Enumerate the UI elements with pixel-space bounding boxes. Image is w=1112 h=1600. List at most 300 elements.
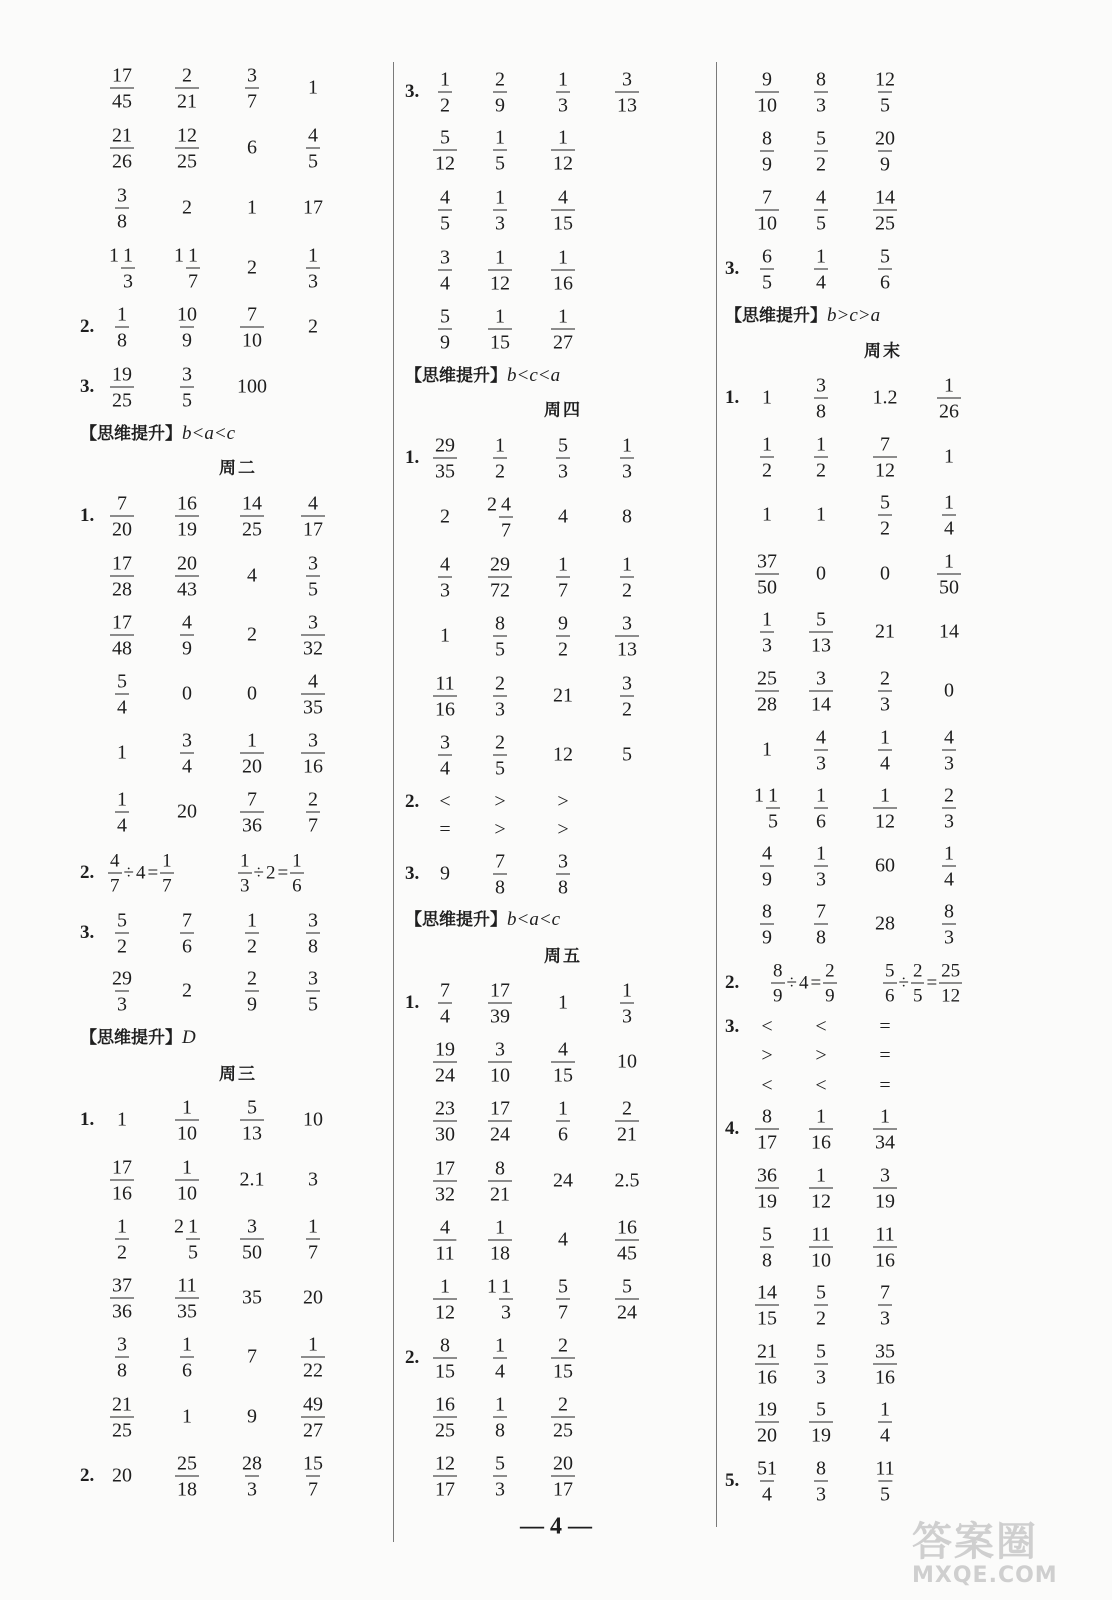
denominator: 50 xyxy=(240,1239,264,1263)
answer-cell xyxy=(115,304,129,351)
numerator: 3 xyxy=(308,967,318,990)
answer-cell xyxy=(755,1282,779,1329)
numerator: 29 xyxy=(112,967,132,990)
answer-value: 1 xyxy=(247,196,257,219)
denominator: 10 xyxy=(488,1062,512,1086)
numerator: 1 xyxy=(247,909,257,932)
fraction xyxy=(180,365,194,411)
numerator: 1 xyxy=(880,1398,890,1421)
answer-value xyxy=(942,901,956,948)
fraction xyxy=(493,614,507,660)
numerator: 1 xyxy=(188,1215,198,1238)
numerator: 37 xyxy=(112,1274,132,1297)
answer-value: < xyxy=(761,1074,773,1097)
fraction xyxy=(556,555,570,601)
fraction xyxy=(488,1040,512,1086)
answer-cell xyxy=(175,493,199,540)
numerator: 5 xyxy=(762,1223,772,1246)
numerator: 2 xyxy=(308,788,318,811)
numerator: 1 xyxy=(188,244,198,267)
answer-cell xyxy=(878,668,892,715)
numerator: 51 xyxy=(757,1457,777,1480)
fraction xyxy=(110,66,134,112)
answer-value xyxy=(814,434,828,481)
denominator: 5 xyxy=(186,1239,200,1263)
answer-value xyxy=(937,551,961,598)
answer-value xyxy=(493,127,507,174)
answer-value xyxy=(755,1341,779,1388)
answer-cell xyxy=(175,1275,199,1322)
answer-value xyxy=(814,69,828,116)
denominator: 5 xyxy=(760,269,774,293)
fraction xyxy=(290,852,304,896)
denominator: 9 xyxy=(180,635,194,659)
answer-value xyxy=(620,980,634,1027)
answer-cell xyxy=(110,553,134,600)
answer-value xyxy=(433,1276,457,1323)
question-number: 2. xyxy=(80,1465,95,1486)
answer-value xyxy=(873,785,897,832)
numerator: 3 xyxy=(308,729,318,752)
operator: ÷ xyxy=(123,862,134,883)
fraction xyxy=(175,554,199,600)
question-number: 1. xyxy=(405,447,420,468)
denominator: 16 xyxy=(110,1180,134,1204)
answer-cell xyxy=(760,609,774,656)
answer-value xyxy=(873,1458,896,1505)
answer-value: = xyxy=(439,818,451,841)
answer-cell xyxy=(942,901,956,948)
answer-cell xyxy=(488,1098,512,1145)
numerator: 3 xyxy=(816,374,826,397)
denominator: 3 xyxy=(814,866,828,890)
answer-cell xyxy=(617,1051,637,1074)
fraction xyxy=(180,613,194,659)
section-tag: 【思维提升】 xyxy=(80,1028,182,1048)
fraction xyxy=(556,1099,570,1145)
fraction xyxy=(301,1395,325,1441)
fraction xyxy=(556,614,570,660)
answer-value xyxy=(240,1216,264,1263)
answer-cell xyxy=(301,1334,325,1381)
answer-value xyxy=(755,1106,779,1153)
answer-value: 35 xyxy=(242,1286,262,1309)
answer-cell xyxy=(873,785,897,832)
answer-cell xyxy=(433,1394,457,1441)
answer-value xyxy=(493,673,507,720)
answer-cell xyxy=(878,246,892,293)
fraction xyxy=(433,1099,457,1145)
numerator: 1 xyxy=(117,788,127,811)
answer-value xyxy=(175,1157,199,1204)
numerator: 15 xyxy=(303,1452,323,1475)
answer-cell xyxy=(301,493,325,540)
answer-cell xyxy=(622,506,632,529)
answer-value: 0 xyxy=(880,562,890,585)
answer-value xyxy=(433,1453,457,1500)
answer-value xyxy=(301,1394,325,1441)
denominator: 7 xyxy=(108,873,122,896)
answer-value xyxy=(615,69,639,116)
denominator: 3 xyxy=(238,873,252,896)
answer-value xyxy=(115,1334,129,1381)
answer-cell xyxy=(878,727,892,774)
numerator: 3 xyxy=(558,850,568,873)
denominator: 14 xyxy=(809,691,833,715)
denominator: 8 xyxy=(306,933,320,957)
numerator: 4 xyxy=(110,850,120,872)
denominator: 3 xyxy=(942,924,956,948)
answer-value xyxy=(438,247,452,294)
numerator: 37 xyxy=(757,550,777,573)
fraction xyxy=(878,247,892,293)
fraction xyxy=(551,128,575,174)
column-divider xyxy=(716,62,717,1527)
denominator: 8 xyxy=(814,398,828,422)
denominator: 3 xyxy=(121,268,135,292)
answer-value: 0 xyxy=(182,682,192,705)
numerator: 1 xyxy=(495,434,505,457)
answer-cell xyxy=(433,1039,457,1086)
answer-value xyxy=(433,1335,457,1382)
denominator: 6 xyxy=(883,983,897,1006)
numerator: 8 xyxy=(816,68,826,91)
numerator: 1 xyxy=(240,850,250,872)
numerator: 36 xyxy=(757,1164,777,1187)
fraction xyxy=(433,1159,457,1205)
fraction xyxy=(873,435,897,481)
numerator: 4 xyxy=(439,1216,450,1239)
fraction xyxy=(771,962,785,1006)
answer-cell xyxy=(110,1275,134,1322)
answer-cell xyxy=(306,910,320,957)
denominator: 5 xyxy=(493,636,507,660)
answer-value xyxy=(551,1453,575,1500)
answer-cell xyxy=(755,1106,779,1153)
answer-cell xyxy=(760,843,774,890)
numerator: 6 xyxy=(762,245,772,268)
fraction xyxy=(755,188,779,234)
numerator: 3 xyxy=(440,246,450,269)
numerator: 3 xyxy=(622,672,632,695)
answer-cell xyxy=(761,1045,772,1068)
numerator: 4 xyxy=(182,611,192,634)
answer-value xyxy=(814,843,828,890)
fraction xyxy=(110,554,134,600)
denominator: 24 xyxy=(433,1062,457,1086)
answer-cell xyxy=(493,69,507,116)
answer-value xyxy=(180,612,194,659)
answer-cell xyxy=(438,69,452,116)
fraction xyxy=(814,129,828,175)
answer-cell xyxy=(814,727,828,774)
denominator: 3 xyxy=(814,750,828,774)
denominator: 8 xyxy=(493,874,507,898)
answer-cell xyxy=(308,77,318,100)
answer-value xyxy=(433,1217,456,1264)
numerator: 1 xyxy=(558,305,568,328)
answer-cell xyxy=(556,554,570,601)
numerator: 19 xyxy=(435,1038,455,1061)
numerator: 3 xyxy=(308,552,318,575)
answer-cell xyxy=(761,1016,772,1039)
numerator: 5 xyxy=(880,245,890,268)
numerator: 8 xyxy=(762,127,772,150)
numerator: 5 xyxy=(880,491,890,514)
fraction xyxy=(883,962,897,1006)
answer-value xyxy=(942,843,956,890)
denominator: 9 xyxy=(180,327,194,351)
answer-value xyxy=(760,843,774,890)
numerator: 1 xyxy=(816,1105,826,1128)
answer-cell xyxy=(620,980,634,1027)
numerator: 1 xyxy=(440,68,450,91)
answer-value xyxy=(556,69,570,116)
denominator: 6 xyxy=(878,269,892,293)
page-number: — 4 — xyxy=(520,1513,592,1540)
denominator: 25 xyxy=(240,516,264,540)
answer-value xyxy=(488,1039,512,1086)
denominator: 7 xyxy=(245,88,259,112)
answer-cell xyxy=(760,246,774,293)
fraction xyxy=(110,1395,134,1441)
fraction xyxy=(115,672,129,718)
numerator: 1 xyxy=(762,608,772,631)
denominator: 10 xyxy=(175,1120,199,1144)
denominator: 4 xyxy=(493,1358,507,1382)
fraction xyxy=(438,70,452,116)
numerator: 1 xyxy=(558,1097,568,1120)
denominator: 13 xyxy=(809,632,833,656)
answer-cell xyxy=(875,855,895,878)
answer-value xyxy=(620,673,634,720)
answer-value xyxy=(433,1039,457,1086)
denominator: 4 xyxy=(438,1003,452,1027)
denominator: 3 xyxy=(245,1476,259,1500)
fraction xyxy=(180,731,194,777)
answer-value: 4 xyxy=(558,505,568,528)
fraction xyxy=(115,305,129,351)
denominator: 4 xyxy=(942,515,956,539)
operator: = xyxy=(810,972,822,993)
denominator: 25 xyxy=(110,387,134,411)
fraction xyxy=(814,1459,828,1505)
fraction xyxy=(620,981,634,1027)
fraction xyxy=(493,852,507,898)
fraction xyxy=(551,1040,575,1086)
answer-value xyxy=(942,492,956,539)
numerator: 7 xyxy=(247,303,257,326)
numerator: 4 xyxy=(440,553,450,576)
denominator: 10 xyxy=(809,1247,833,1271)
answer-value xyxy=(814,1458,828,1505)
answer-cell xyxy=(615,69,639,116)
answer-cell xyxy=(117,742,127,765)
answer-value xyxy=(245,910,259,957)
answer-cell xyxy=(942,785,956,832)
answer-cell xyxy=(247,1406,257,1429)
numerator: 16 xyxy=(177,492,197,515)
numerator: 4 xyxy=(944,726,954,749)
answer-cell xyxy=(115,789,129,836)
numerator: 14 xyxy=(757,1281,777,1304)
fraction xyxy=(814,1283,828,1329)
denominator: 4 xyxy=(942,866,956,890)
answer-value: > xyxy=(494,818,506,841)
question-number: 3. xyxy=(725,1016,740,1037)
fraction xyxy=(110,969,134,1015)
answer-value xyxy=(180,1334,194,1381)
fraction xyxy=(433,1395,457,1441)
answer-cell xyxy=(762,387,772,410)
mixed-whole: 2 xyxy=(487,493,497,516)
fraction xyxy=(433,674,457,720)
answer-value xyxy=(240,1453,264,1500)
answer-value: 1 xyxy=(117,1108,127,1131)
denominator: 21 xyxy=(615,1121,639,1145)
answer-cell xyxy=(438,247,452,294)
numerator: 35 xyxy=(875,1340,895,1363)
denominator: 4 xyxy=(115,694,129,718)
answer-value xyxy=(115,671,129,718)
fraction xyxy=(115,790,129,836)
fraction xyxy=(488,1218,512,1264)
denominator: 9 xyxy=(771,983,785,1006)
numerator: 21 xyxy=(112,1393,132,1416)
week-heading: 周四 xyxy=(544,400,582,421)
numerator: 1 xyxy=(495,246,505,269)
answer-value: 1 xyxy=(944,445,954,468)
answer-cell xyxy=(556,613,570,660)
numerator: 1 xyxy=(495,1334,505,1357)
answer-value xyxy=(175,125,199,172)
numerator: 1 xyxy=(944,842,954,865)
denominator: 36 xyxy=(240,812,264,836)
answer-value xyxy=(942,785,956,832)
numerator: 1 xyxy=(944,491,954,514)
answer-cell xyxy=(493,732,507,779)
answer-cell xyxy=(814,69,828,116)
numerator: 3 xyxy=(495,1038,505,1061)
answer-value xyxy=(438,980,452,1027)
answer-value xyxy=(240,304,264,351)
answer-value xyxy=(433,435,457,482)
answer-cell xyxy=(556,851,570,898)
answer-value: 2.5 xyxy=(614,1169,640,1192)
fraction xyxy=(620,674,634,720)
fraction xyxy=(186,1217,200,1263)
answer-cell xyxy=(487,494,513,541)
answer-value xyxy=(488,1158,512,1205)
answer-cell xyxy=(558,506,568,529)
fraction xyxy=(115,186,129,232)
answer-value xyxy=(814,1282,828,1329)
numerator: 1 xyxy=(162,850,172,872)
answer-cell xyxy=(760,434,774,481)
answer-value: 0 xyxy=(247,682,257,705)
answer-value xyxy=(873,434,897,481)
answer-cell xyxy=(175,1453,199,1500)
answer-cell xyxy=(558,1229,568,1252)
denominator: 16 xyxy=(873,1364,897,1388)
answer-cell xyxy=(755,1399,779,1446)
answer-value xyxy=(814,128,828,175)
fraction xyxy=(175,1158,199,1204)
answer-value xyxy=(180,910,194,957)
numerator: 1 xyxy=(944,550,954,573)
answer-cell xyxy=(303,1287,323,1310)
numerator: 4 xyxy=(440,186,450,209)
answer-value xyxy=(809,1165,833,1212)
answer-cell xyxy=(488,306,512,353)
equation xyxy=(883,961,962,1006)
answer-value: 1 xyxy=(762,738,772,761)
answer-value: 12 xyxy=(553,743,573,766)
watermark-url: MXQE.COM xyxy=(912,1563,1058,1588)
numerator: 7 xyxy=(495,850,505,873)
numerator: 3 xyxy=(247,64,257,87)
denominator: 8 xyxy=(115,208,129,232)
answer-value xyxy=(873,1165,897,1212)
fraction xyxy=(306,790,320,836)
numerator: 1 xyxy=(558,553,568,576)
answer-value xyxy=(493,187,507,234)
fraction xyxy=(306,969,320,1015)
fraction xyxy=(620,436,634,482)
answer-value xyxy=(755,668,779,715)
numerator: 1 xyxy=(123,244,133,267)
answer-cell xyxy=(622,744,632,767)
answer-value xyxy=(433,1158,457,1205)
numerator: 23 xyxy=(435,1097,455,1120)
answer-cell xyxy=(433,1098,457,1145)
answer-cell xyxy=(493,1335,507,1382)
numerator: 20 xyxy=(875,127,895,150)
answer-value xyxy=(873,128,897,175)
denominator: 12 xyxy=(809,1188,833,1212)
fraction xyxy=(488,1099,512,1145)
answer-value xyxy=(488,1217,512,1264)
answer-value xyxy=(110,612,134,659)
answer-cell xyxy=(556,435,570,482)
answer-cell xyxy=(115,671,129,718)
numerator: 1 xyxy=(501,1275,511,1298)
fraction xyxy=(814,844,828,890)
answer-cell xyxy=(493,1453,507,1500)
numerator: 5 xyxy=(816,1398,826,1421)
answer-value xyxy=(556,613,570,660)
answer-value: 1 xyxy=(182,1405,192,1428)
relation-answer: b<a<c xyxy=(182,423,236,444)
answer-value xyxy=(615,613,639,660)
answer-cell xyxy=(942,843,956,890)
answer-value xyxy=(301,493,325,540)
fraction xyxy=(180,911,194,957)
fraction xyxy=(175,1454,199,1500)
numerator: 4 xyxy=(762,842,772,865)
answer-value xyxy=(488,554,512,601)
fraction xyxy=(873,1225,897,1271)
answer-cell xyxy=(175,553,199,600)
denominator: 8 xyxy=(493,1417,507,1441)
fraction xyxy=(760,129,774,175)
denominator: 4 xyxy=(814,269,828,293)
answer-value xyxy=(301,730,325,777)
numerator: 1 xyxy=(816,245,826,268)
denominator: 3 xyxy=(556,458,570,482)
mixed-whole: 1 xyxy=(109,244,119,267)
fraction xyxy=(814,435,828,481)
